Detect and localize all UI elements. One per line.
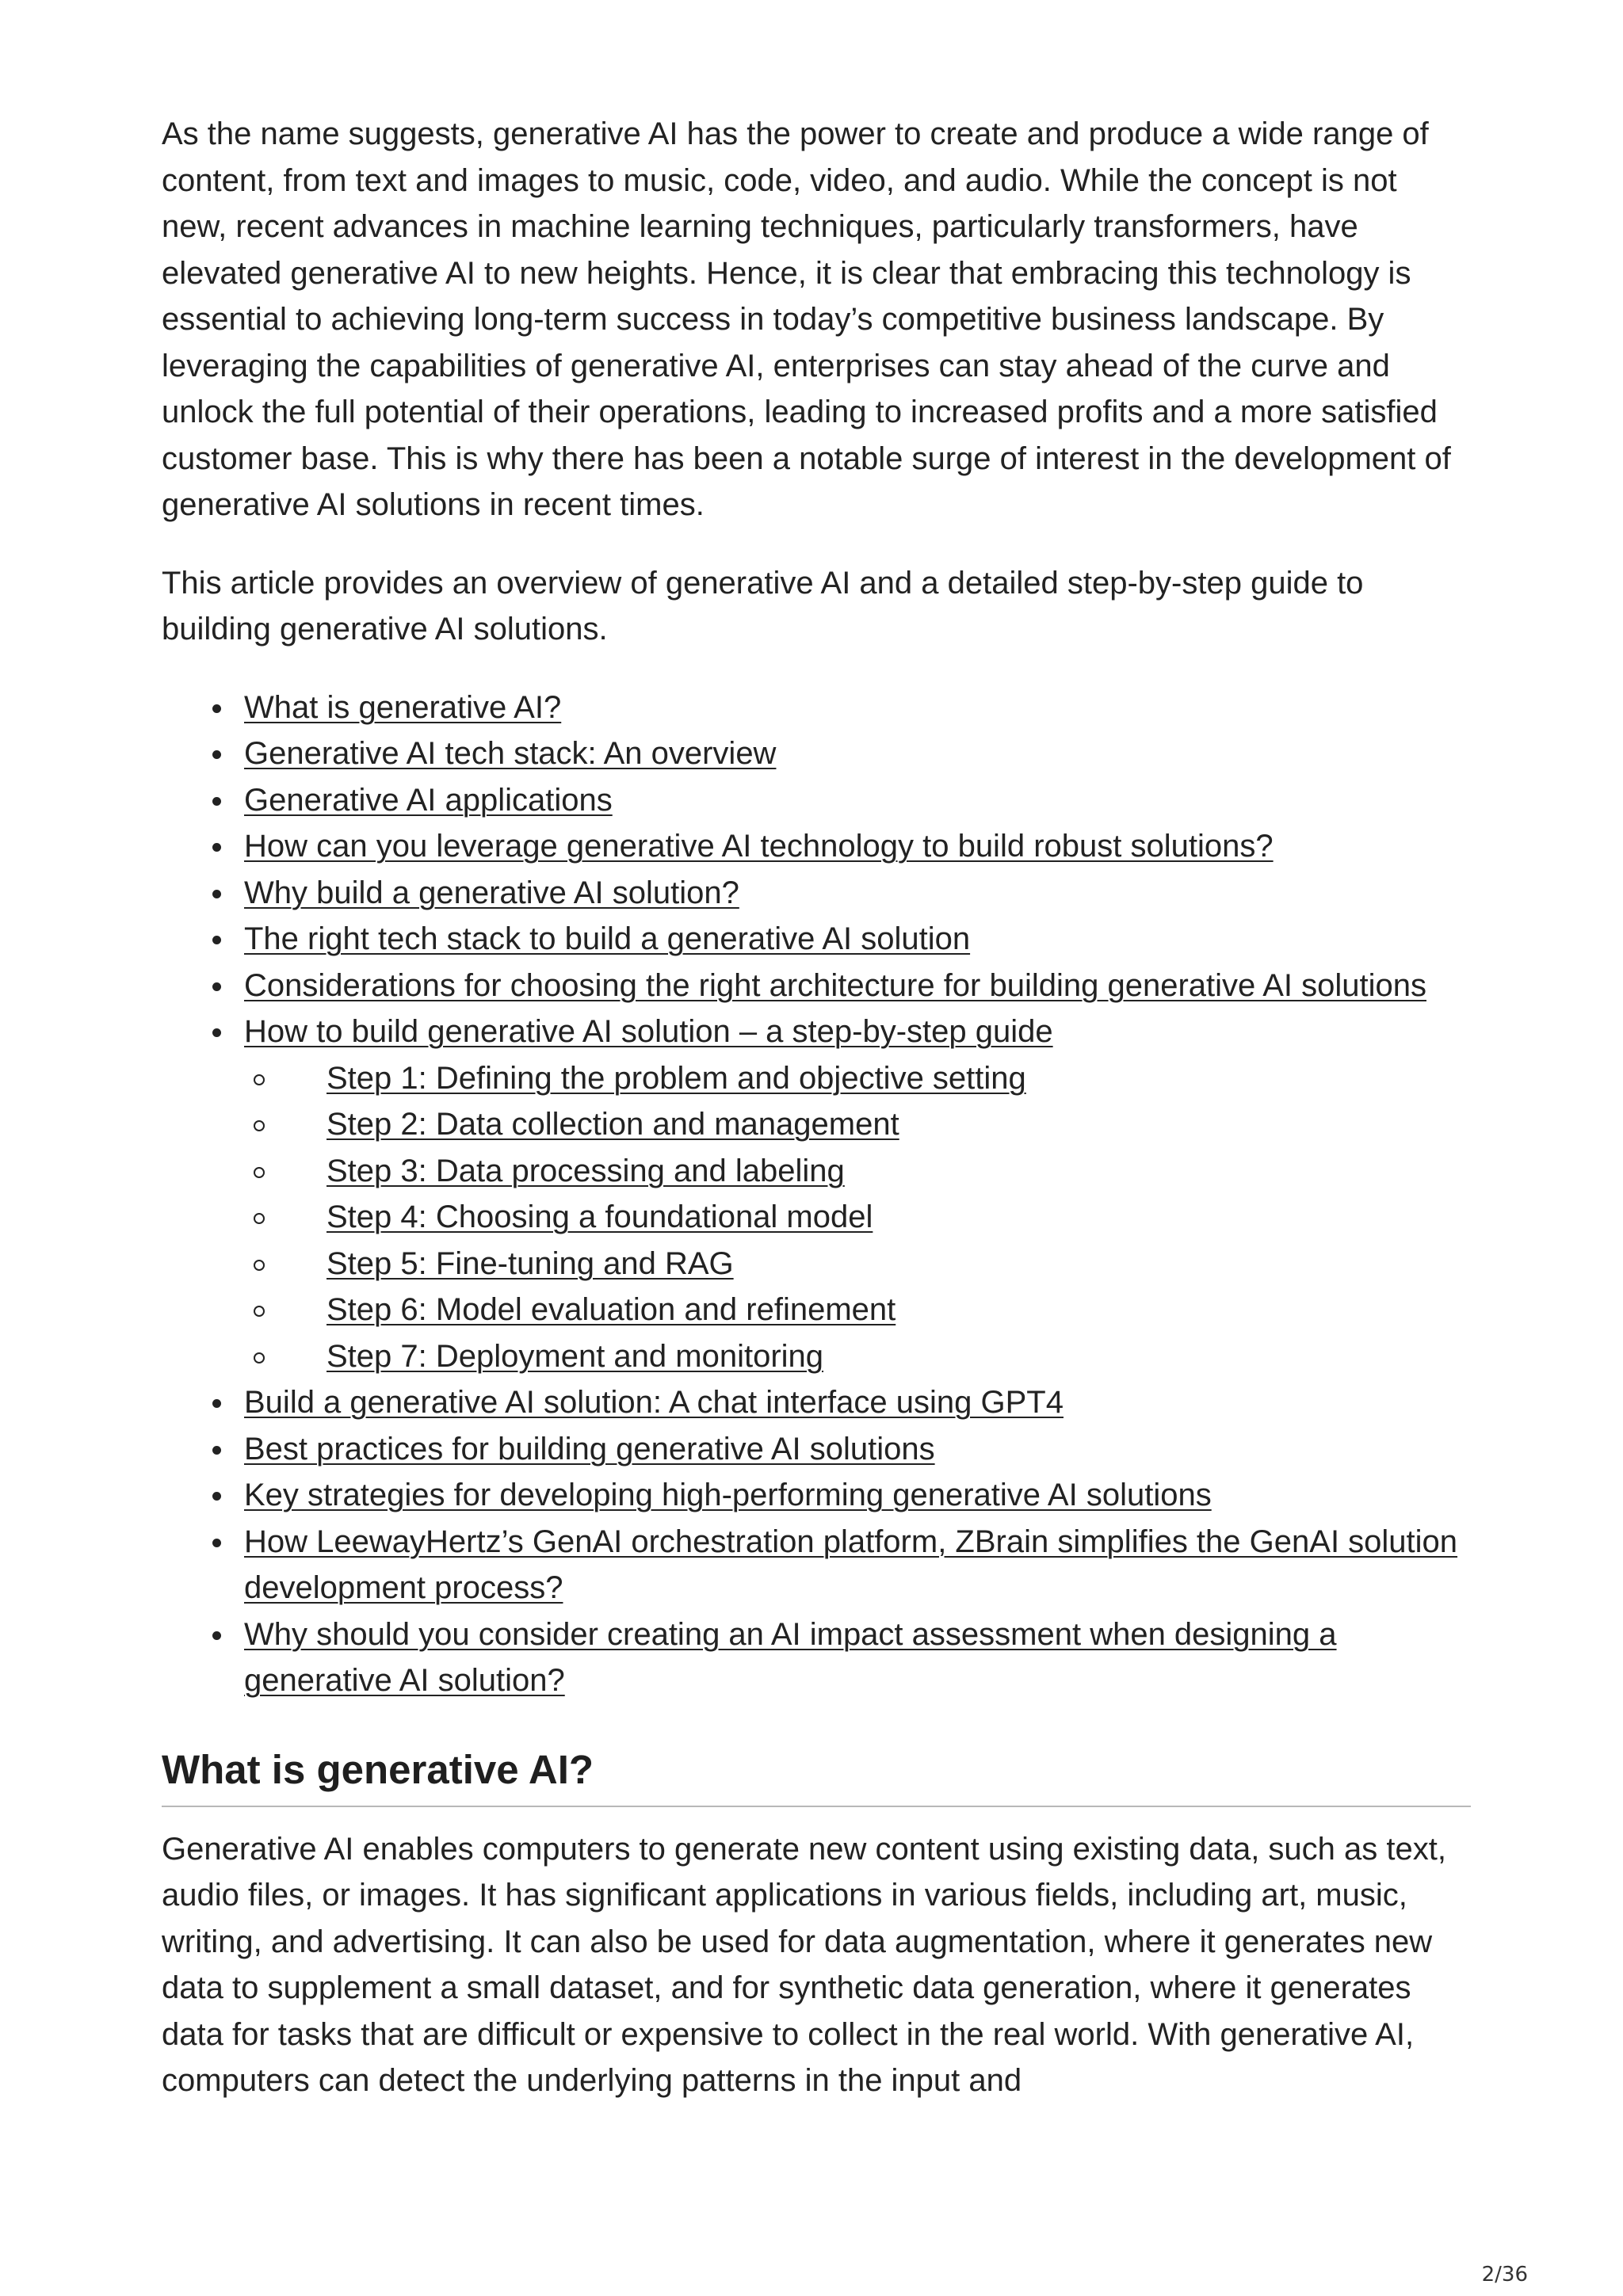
toc-link-ai-impact-assessment[interactable]: Why should you consider creating an AI impact assessment when designing a generative AI solution? (244, 1616, 1337, 1698)
toc-subitem (244, 1194, 1471, 1241)
toc-subitem (244, 1241, 1471, 1287)
toc-link-step-by-step-guide[interactable]: How to build generative AI solution – a step-by-step guide (244, 1014, 1053, 1049)
page-number: 2/36 (1481, 2263, 1528, 2286)
toc-item (162, 870, 1471, 917)
toc-link-right-tech-stack[interactable]: The right tech stack to build a generative AI solution (244, 921, 971, 956)
toc-subitem (244, 1333, 1471, 1380)
section-divider (162, 1806, 1471, 1807)
document-page (162, 111, 1471, 2104)
toc-link-zbrain-platform[interactable]: How LeewayHertz’s GenAI orchestration platform, ZBrain simplifies the GenAI solution development process? (244, 1524, 1458, 1605)
toc-sublist-steps (244, 1055, 1471, 1380)
toc-subitem (244, 1287, 1471, 1333)
toc-link-architecture-considerations[interactable]: Considerations for choosing the right architecture for building generative AI solutions (244, 967, 1426, 1003)
toc-link-step-1[interactable]: Step 1: Defining the problem and objective setting (327, 1060, 1026, 1096)
toc-subitem (244, 1055, 1471, 1102)
toc-item (162, 1519, 1471, 1611)
toc-link-step-2[interactable]: Step 2: Data collection and management (327, 1107, 899, 1142)
toc-link-step-3[interactable]: Step 3: Data processing and labeling (327, 1153, 845, 1188)
toc-subitem (244, 1101, 1471, 1148)
toc-item (162, 1379, 1471, 1426)
toc-link-step-7[interactable]: Step 7: Deployment and monitoring (327, 1338, 824, 1374)
toc-item (162, 963, 1471, 1009)
toc-item (162, 1611, 1471, 1704)
toc-link-key-strategies[interactable]: Key strategies for developing high-performing generative AI solutions (244, 1478, 1212, 1512)
table-of-contents (162, 685, 1471, 1704)
toc-link-chat-interface-gpt4[interactable]: Build a generative AI solution: A chat interface using GPT4 (244, 1385, 1064, 1420)
toc-item (162, 685, 1471, 731)
toc-link-tech-stack-overview[interactable]: Generative AI tech stack: An overview (244, 736, 777, 771)
intro-paragraph-1: As the name suggests, generative AI has the power to create and produce a wide range of content, from text and images to music, code, video, and audio. While the concept is not new, recent advances in machine learning techniques, particularly transformers, have elevated generative AI to new heights. Hence, it is clear that embracing this technology is essential to achieving long-term success in today’s competitive business landscape. By leveraging the capabilities of generative AI, enterprises can stay ahead of the curve and unlock the full potential of their operations, leading to increased profits and a more satisfied customer base. This is why there has been a notable surge of interest in the development of generative AI solutions in recent times. (162, 116, 1451, 522)
section-paragraph: Generative AI enables computers to generate new content using existing data, such as text, audio files, or images. It has significant applications in various fields, including art, music, writing, and advertising. It can also be used for data augmentation, where it generates new data to supplement a small dataset, and for synthetic data generation, where it generates data for tasks that are difficult or expensive to collect in the real world. With generative AI, computers can detect the underlying patterns in the input and (162, 1831, 1446, 2098)
toc-link-step-5[interactable]: Step 5: Fine-tuning and RAG (327, 1245, 734, 1281)
toc-item (162, 916, 1471, 963)
intro-paragraph-2: This article provides an overview of generative AI and a detailed step-by-step guide to building generative AI solutions. (162, 565, 1364, 646)
toc-link-applications[interactable]: Generative AI applications (244, 782, 613, 818)
toc-link-what-is-generative-ai[interactable]: What is generative AI? (244, 689, 562, 725)
toc-item (162, 1472, 1471, 1519)
toc-item (162, 777, 1471, 824)
toc-subitem (244, 1148, 1471, 1195)
toc-link-best-practices[interactable]: Best practices for building generative AI solutions (244, 1431, 935, 1466)
section-heading: What is generative AI? (162, 1746, 594, 1792)
toc-item (162, 1009, 1471, 1379)
toc-item (162, 1426, 1471, 1473)
toc-link-why-build[interactable]: Why build a generative AI solution? (244, 875, 739, 910)
toc-item (162, 730, 1471, 777)
toc-link-step-6[interactable]: Step 6: Model evaluation and refinement (327, 1292, 896, 1327)
toc-link-leverage-technology[interactable]: How can you leverage generative AI technology to build robust solutions? (244, 829, 1274, 864)
toc-item (162, 823, 1471, 870)
toc-link-step-4[interactable]: Step 4: Choosing a foundational model (327, 1199, 873, 1234)
